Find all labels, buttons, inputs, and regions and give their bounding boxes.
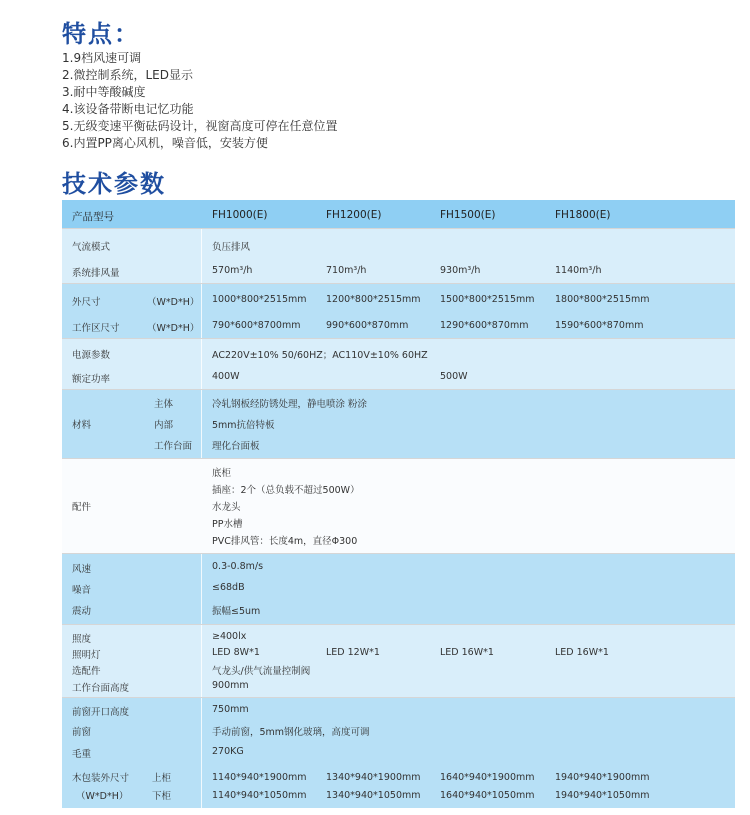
feature-item: 1.9档风速可调 (62, 51, 142, 65)
feature-item: 3.耐中等酸碱度 (62, 85, 146, 99)
spec-table (62, 200, 735, 808)
table-height-value: 900mm (212, 680, 249, 691)
outer-size-unit: （W*D*H） (147, 297, 200, 308)
power-group (62, 339, 735, 390)
accessories-group (62, 459, 735, 554)
packing-lower-label: 下柜 (152, 791, 172, 802)
wind-speed-label: 风速 (72, 564, 92, 575)
accessory-item: 底柜 (212, 468, 232, 479)
noise-label: 噪音 (72, 585, 92, 596)
accessory-item: PP水槽 (212, 519, 243, 530)
front-window-value: 手动前窗，5mm钢化玻璃，高度可调 (212, 727, 370, 738)
rated-power-value: 400W (212, 371, 240, 382)
material-label: 材料 (72, 420, 92, 431)
airflow-mode-value: 负压排风 (212, 242, 251, 253)
model-name: FH1800(E) (555, 209, 611, 221)
exhaust-volume-value: 930m³/h (440, 265, 481, 276)
work-size-label: 工作区尺寸 (72, 323, 120, 334)
wind-speed-value: 0.3-0.8m/s (212, 561, 264, 572)
material-value: 理化台面板 (212, 441, 260, 452)
airflow-mode-label: 气流模式 (72, 242, 111, 253)
lamp-value: LED 16W*1 (440, 647, 494, 658)
accessory-item: 插座：2个（总负载不超过500W） (212, 485, 360, 496)
lamp-value: LED 8W*1 (212, 647, 260, 658)
feature-item: 2.微控制系统，LED显示 (62, 68, 193, 82)
model-name: FH1000(E) (212, 209, 268, 221)
accessory-item: PVC排风管：长度4m，直径Φ300 (212, 536, 358, 547)
vibration-value: 振幅≤5um (212, 606, 261, 617)
options-value: 气龙头/供气流量控制阀 (212, 666, 311, 677)
model-name: FH1500(E) (440, 209, 496, 221)
front-window-label: 前窗 (72, 727, 92, 738)
lighting-group (62, 625, 735, 698)
packing-upper-value: 1640*940*1900mm (440, 772, 535, 783)
material-value: 冷轧钢板经防锈处理，静电喷涂 粉涂 (212, 399, 368, 410)
packing-upper-value: 1140*940*1900mm (212, 772, 307, 783)
noise-value: ≤68dB (212, 582, 245, 593)
exhaust-volume-value: 710m³/h (326, 265, 367, 276)
outer-size-value: 1800*800*2515mm (555, 294, 650, 305)
window-height-label: 前窗开口高度 (72, 707, 130, 718)
exhaust-volume-value: 1140m³/h (555, 265, 602, 276)
model-label: 产品型号 (72, 211, 114, 223)
packing-group (62, 698, 735, 808)
packing-lower-value: 1340*940*1050mm (326, 790, 421, 801)
packing-lower-value: 1140*940*1050mm (212, 790, 307, 801)
size-group (62, 284, 735, 339)
lamp-value: LED 16W*1 (555, 647, 609, 658)
feature-item: 5.无级变速平衡砝码设计，视窗高度可停在任意位置 (62, 119, 338, 133)
gross-weight-label: 毛重 (72, 749, 92, 760)
packing-upper-value: 1340*940*1900mm (326, 772, 421, 783)
material-sub-label: 工作台面 (154, 441, 193, 452)
packing-unit: （W*D*H） (76, 791, 129, 802)
work-size-unit: （W*D*H） (147, 323, 200, 334)
window-height-value: 750mm (212, 704, 249, 715)
model-name: FH1200(E) (326, 209, 382, 221)
work-size-value: 990*600*870mm (326, 320, 409, 331)
packing-lower-value: 1640*940*1050mm (440, 790, 535, 801)
rated-power-value: 500W (440, 371, 468, 382)
rated-power-label: 额定功率 (72, 374, 111, 385)
power-param-value: AC220V±10% 50/60HZ；AC110V±10% 60HZ (212, 350, 428, 361)
illuminance-value: ≥400lx (212, 631, 247, 642)
gross-weight-value: 270KG (212, 746, 244, 757)
work-size-value: 1290*600*870mm (440, 320, 529, 331)
outer-size-value: 1500*800*2515mm (440, 294, 535, 305)
packing-lower-value: 1940*940*1050mm (555, 790, 650, 801)
feature-item: 4.该设备带断电记忆功能 (62, 102, 194, 116)
packing-label: 木包装外尺寸 (72, 773, 130, 784)
exhaust-volume-label: 系统排风量 (72, 268, 120, 279)
outer-size-value: 1200*800*2515mm (326, 294, 421, 305)
material-value: 5mm抗倍特板 (212, 420, 275, 431)
work-size-value: 1590*600*870mm (555, 320, 644, 331)
table-height-label: 工作台面高度 (72, 683, 130, 694)
accessories-label: 配件 (72, 502, 92, 513)
vibration-label: 震动 (72, 606, 92, 617)
material-sub-label: 主体 (154, 399, 174, 410)
material-group (62, 390, 735, 459)
outer-size-label: 外尺寸 (72, 297, 101, 308)
outer-size-value: 1000*800*2515mm (212, 294, 307, 305)
features-list (62, 50, 337, 152)
illuminance-label: 照度 (72, 634, 92, 645)
features-heading: 特点： (62, 20, 140, 48)
accessory-item: 水龙头 (212, 502, 241, 513)
airflow-group (62, 229, 735, 284)
packing-upper-value: 1940*940*1900mm (555, 772, 650, 783)
options-label: 选配件 (72, 666, 101, 677)
packing-upper-label: 上柜 (152, 773, 172, 784)
spec-header-row (62, 200, 735, 229)
feature-item: 6.内置PP离心风机，噪音低，安装方便 (62, 136, 268, 150)
work-size-value: 790*600*8700mm (212, 320, 301, 331)
lamp-value: LED 12W*1 (326, 647, 380, 658)
power-param-label: 电源参数 (72, 350, 111, 361)
lamp-label: 照明灯 (72, 650, 101, 661)
exhaust-volume-value: 570m³/h (212, 265, 253, 276)
material-sub-label: 内部 (154, 420, 174, 431)
performance-group (62, 554, 735, 625)
params-heading: 技术参数 (62, 170, 166, 198)
